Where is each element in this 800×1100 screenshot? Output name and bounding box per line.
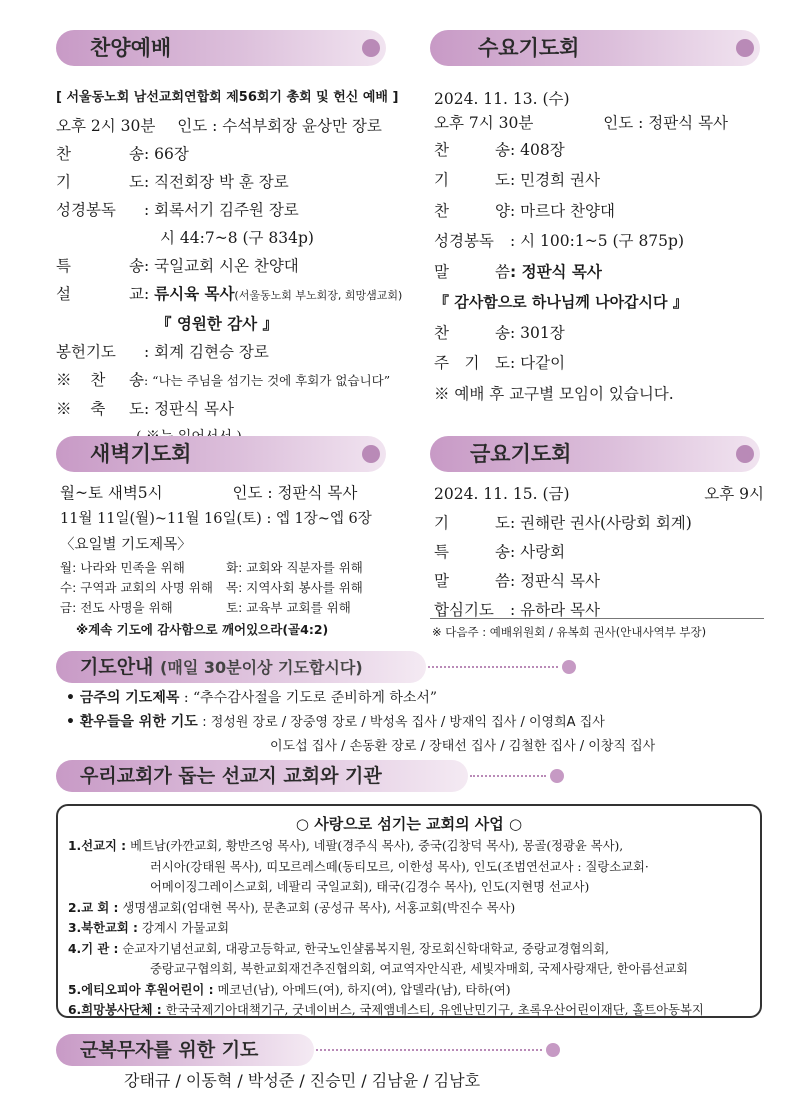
friday-special: : 사랑회: [510, 543, 566, 561]
worship-hymn: : 66장: [144, 145, 189, 163]
dawn-topics-list: [60, 558, 400, 618]
missions-item-text: 메코넌(남), 아메드(여), 하지(여), 압델라(남), 타하(여): [217, 982, 511, 997]
wednesday-sermon-label: 말 씀: [434, 262, 510, 281]
missions-item-text: 생명샘교회(엄대현 목사), 문촌교회 (공성규 목사), 서홍교회(박진수 목사): [122, 900, 516, 915]
worship-closing-hymn-label: ※찬 송: [56, 371, 144, 389]
worship-scripture-label: 성경봉독: [56, 201, 116, 219]
missions-item-label: 6.희망봉사단체 :: [68, 1003, 162, 1017]
friday-special-label: 특 송: [434, 543, 510, 561]
dawn-topic-left: 금: 전도 사명을 위해: [60, 600, 173, 615]
missions-item-label: 4.기 관 :: [68, 941, 119, 956]
wednesday-preacher: : 정판식 목사: [510, 262, 602, 281]
wednesday-lords-prayer-label: 주 기 도: [434, 354, 510, 372]
dawn-topic-left: 수: 구역과 교회의 사명 위해: [60, 580, 213, 595]
dotted-line: [428, 666, 558, 668]
prayer-guide-weekly-label: • 금주의 기도제목: [66, 690, 180, 706]
dawn-topic-left: 월: 나라와 민족을 위해: [60, 560, 185, 575]
prayer-guide-title: 기도안내: [80, 656, 154, 678]
wednesday-hymn: : 408장: [510, 140, 565, 159]
worship-section: [ 서울동노회 남선교회연합회 제56회기 총회 및 헌신 예배 ] 오후 2시 30분 인도 : 수석부회장 윤상만 장로 찬 송: 66장 기 도: 직전회장 박 훈 장로 성경봉독 : 회록서기 김주원 장로 시 44:7~8 (구 834p) 특 송: 국일교회 시온 찬양대 설 교: 류시육 목사(서울동노회 부노회장, 희망샘교회) 『 영원한 감사 』 봉헌기도 : 회계 김현승 장로 ※찬 송: “나는 주님을 섬기는 것에 후회가 없습니다” ※축 도: 정판식 목사: [56, 84, 406, 451]
wednesday-scripture: : 시 100:1~5 (구 875p): [510, 232, 684, 250]
wednesday-hymn2-label: 찬 송: [434, 323, 510, 342]
wednesday-sermon-title: 『 감사함으로 하나님께 나아갑시다 』: [434, 293, 688, 311]
missions-box-title: ○ 사랑으로 섬기는 교회의 사업 ○: [295, 815, 523, 833]
friday-prayer: : 권해란 권사(사랑회 회계): [510, 514, 692, 532]
dotted-line: [316, 1049, 542, 1051]
dawn-topic-row: [60, 558, 400, 578]
worship-preacher-note: (서울동노회 부노회장, 희망샘교회): [234, 289, 403, 302]
friday-divider: [430, 618, 764, 619]
prayer-guide-section: [66, 686, 766, 759]
missions-item-text: 순교자기념선교회, 대광고등학교, 한국노인샬롬복지원, 장로회신학대학교, 중랑교경협의회,: [122, 941, 610, 956]
worship-title: 찬양예배: [90, 36, 172, 60]
missions-item-label: 1.선교지 :: [68, 839, 127, 853]
friday-header: [430, 436, 760, 472]
wednesday-section: [434, 84, 774, 409]
worship-subtitle: [ 서울동노회 남선교회연합회 제56회기 총회 및 헌신 예배 ]: [56, 90, 399, 105]
wednesday-leader: 인도 : 정판식 목사: [603, 113, 729, 132]
military-header: [56, 1034, 314, 1066]
wednesday-choir: : 마르다 찬양대: [510, 201, 615, 220]
worship-scripture: : 회록서기 김주원 장로: [144, 201, 299, 219]
missions-item-text: 한국국제기아대책기구, 굿네이버스, 국제앰네스티, 유엔난민기구, 초록우산어린이재단, 홀트아동복지: [165, 1003, 704, 1017]
worship-scripture-ref: 시 44:7~8 (구 834p): [160, 229, 314, 247]
wednesday-hymn-label: 찬 송: [434, 140, 510, 159]
missions-item-continuation: 러시아(강태원 목사), 띠모르레스떼(동티모르, 이한성 목사), 인도(조범연선교사 : 질랑소교회·: [150, 859, 649, 874]
wednesday-date: 2024. 11. 13. (수): [434, 90, 570, 108]
missions-item-text: 강계시 가물교회: [141, 921, 230, 935]
prayer-guide-subtitle: (매일 30분이상 기도합시다): [160, 658, 363, 677]
missions-item: [68, 836, 750, 857]
end-dot-icon: [550, 769, 564, 783]
friday-section: [434, 480, 764, 625]
military-names: 강태규 / 이동혁 / 박성준 / 진승민 / 김남윤 / 김남호: [124, 1071, 481, 1090]
friday-unison-label: 합심기도: [434, 601, 494, 619]
worship-special: : 국일교회 시온 찬양대: [144, 257, 299, 275]
dawn-verse: ※계속 기도에 감사함으로 깨어있으라(골4:2): [76, 622, 329, 637]
header-dot-icon: [362, 39, 380, 57]
wednesday-prayer-label: 기 도: [434, 171, 510, 189]
wednesday-scripture-label: 성경봉독: [434, 232, 494, 250]
friday-sermon: : 정판식 목사: [510, 572, 600, 590]
worship-benediction: : 정판식 목사: [144, 400, 234, 418]
missions-item-continuation: 중랑교구협의회, 북한교회재건추진협의회, 여교역자안식관, 세빛자매회, 국제사랑재단, 한아름선교회: [150, 962, 688, 976]
friday-prayer-label: 기 도: [434, 514, 510, 532]
wednesday-header: [430, 30, 760, 66]
dawn-days: 월~토 새벽5시: [60, 484, 163, 502]
wednesday-lords-prayer: : 다같이: [510, 354, 566, 372]
wednesday-hymn2: : 301장: [510, 323, 565, 342]
wednesday-note: ※ 예배 후 교구별 모임이 있습니다.: [434, 384, 674, 403]
worship-time: 오후 2시 30분: [56, 117, 156, 135]
worship-sermon-label: 설 교: [56, 285, 144, 303]
worship-benediction-label: ※축 도: [56, 400, 144, 418]
wednesday-choir-label: 찬 양: [434, 201, 510, 220]
wednesday-time: 오후 7시 30분: [434, 113, 534, 132]
dawn-topic-row: [60, 578, 400, 598]
missions-box: [56, 804, 762, 1018]
prayer-guide-sick-line2: 이도섭 집사 / 손동환 장로 / 장태선 집사 / 김철한 집사 / 이창직 집사: [270, 739, 656, 754]
missions-item-text: 베트남(카깐교회, 황반즈엉 목사), 네팔(경주식 목사), 중국(김창덕 목사), 몽골(정광윤 목사),: [130, 839, 624, 853]
friday-date: 2024. 11. 15. (금): [434, 485, 570, 503]
dawn-topics-heading: 〈요일별 기도제목〉: [60, 537, 192, 553]
header-dot-icon: [362, 445, 380, 463]
missions-item: [68, 898, 750, 919]
prayer-guide-sick-label: • 환우들을 위한 기도: [66, 714, 198, 730]
worship-offering-label: 봉헌기도: [56, 343, 116, 361]
missions-item: [68, 939, 750, 960]
prayer-guide-weekly: : “추수감사절을 기도로 준비하게 하소서”: [183, 690, 438, 706]
prayer-guide-sick-line1: : 정성원 장로 / 장중영 장로 / 박성옥 집사 / 방재익 집사 / 이영희A 집사: [202, 715, 605, 730]
end-dot-icon: [546, 1043, 560, 1057]
worship-sermon-title: 『 영원한 감사 』: [156, 315, 279, 333]
wednesday-prayer: : 민경희 권사: [510, 171, 600, 189]
wednesday-title: 수요기도회: [478, 36, 580, 60]
worship-prayer: : 직전회장 박 훈 장로: [144, 173, 289, 191]
friday-title: 금요기도회: [470, 442, 572, 466]
dawn-header: [56, 436, 386, 472]
friday-unison: : 유하라 목사: [510, 601, 600, 619]
dawn-topic-right: 목: 지역사회 봉사를 위해: [226, 580, 363, 595]
dawn-schedule: 11월 11일(월)~11월 16일(토) : 엡 1장~엡 6장: [60, 511, 372, 527]
missions-item: [68, 1000, 750, 1021]
worship-special-label: 특 송: [56, 257, 144, 275]
missions-item-label: 5.에티오피아 후원어린이 :: [68, 982, 214, 997]
header-dot-icon: [736, 39, 754, 57]
missions-item-continuation: 어메이징그레이스교회, 네팔리 국일교회), 태국(김경수 목사), 인도(지현명 선교사): [150, 880, 590, 894]
worship-preacher: 류시육 목사: [154, 285, 235, 303]
dawn-topic-row: [60, 598, 400, 618]
dawn-leader: 인도 : 정판식 목사: [232, 484, 358, 502]
missions-item: [68, 918, 750, 939]
military-title: 군복무자를 위한 기도: [80, 1039, 259, 1061]
header-dot-icon: [736, 445, 754, 463]
worship-leader: 인도 : 수석부회장 윤상만 장로: [177, 117, 382, 135]
worship-closing-hymn: : “나는 주님을 섬기는 것에 후회가 없습니다”: [144, 373, 391, 388]
dawn-section: [60, 480, 400, 642]
missions-item: [68, 980, 750, 1001]
dotted-line: [470, 775, 546, 777]
dawn-title: 새벽기도회: [90, 442, 192, 466]
missions-title: 우리교회가 돕는 선교지 교회와 기관: [80, 765, 382, 787]
missions-item-label: 3.북한교회 :: [68, 921, 138, 935]
missions-list: [68, 836, 750, 1021]
friday-next-week: ※ 다음주 : 예배위원회 / 유복희 권사(안내사역부 부장): [432, 625, 707, 639]
dawn-topic-right: 토: 교육부 교회를 위해: [226, 600, 351, 615]
worship-prayer-label: 기 도: [56, 173, 144, 191]
end-dot-icon: [562, 660, 576, 674]
worship-offering: : 회계 김현승 장로: [144, 343, 269, 361]
missions-item-label: 2.교 회 :: [68, 900, 119, 915]
friday-time: 오후 9시: [704, 485, 764, 503]
worship-hymn-label: 찬 송: [56, 145, 144, 163]
missions-header: [56, 760, 468, 792]
prayer-guide-header: [56, 651, 426, 683]
worship-header: [56, 30, 386, 66]
friday-sermon-label: 말 씀: [434, 572, 510, 590]
dawn-topic-right: 화: 교회와 직분자를 위해: [226, 560, 363, 575]
